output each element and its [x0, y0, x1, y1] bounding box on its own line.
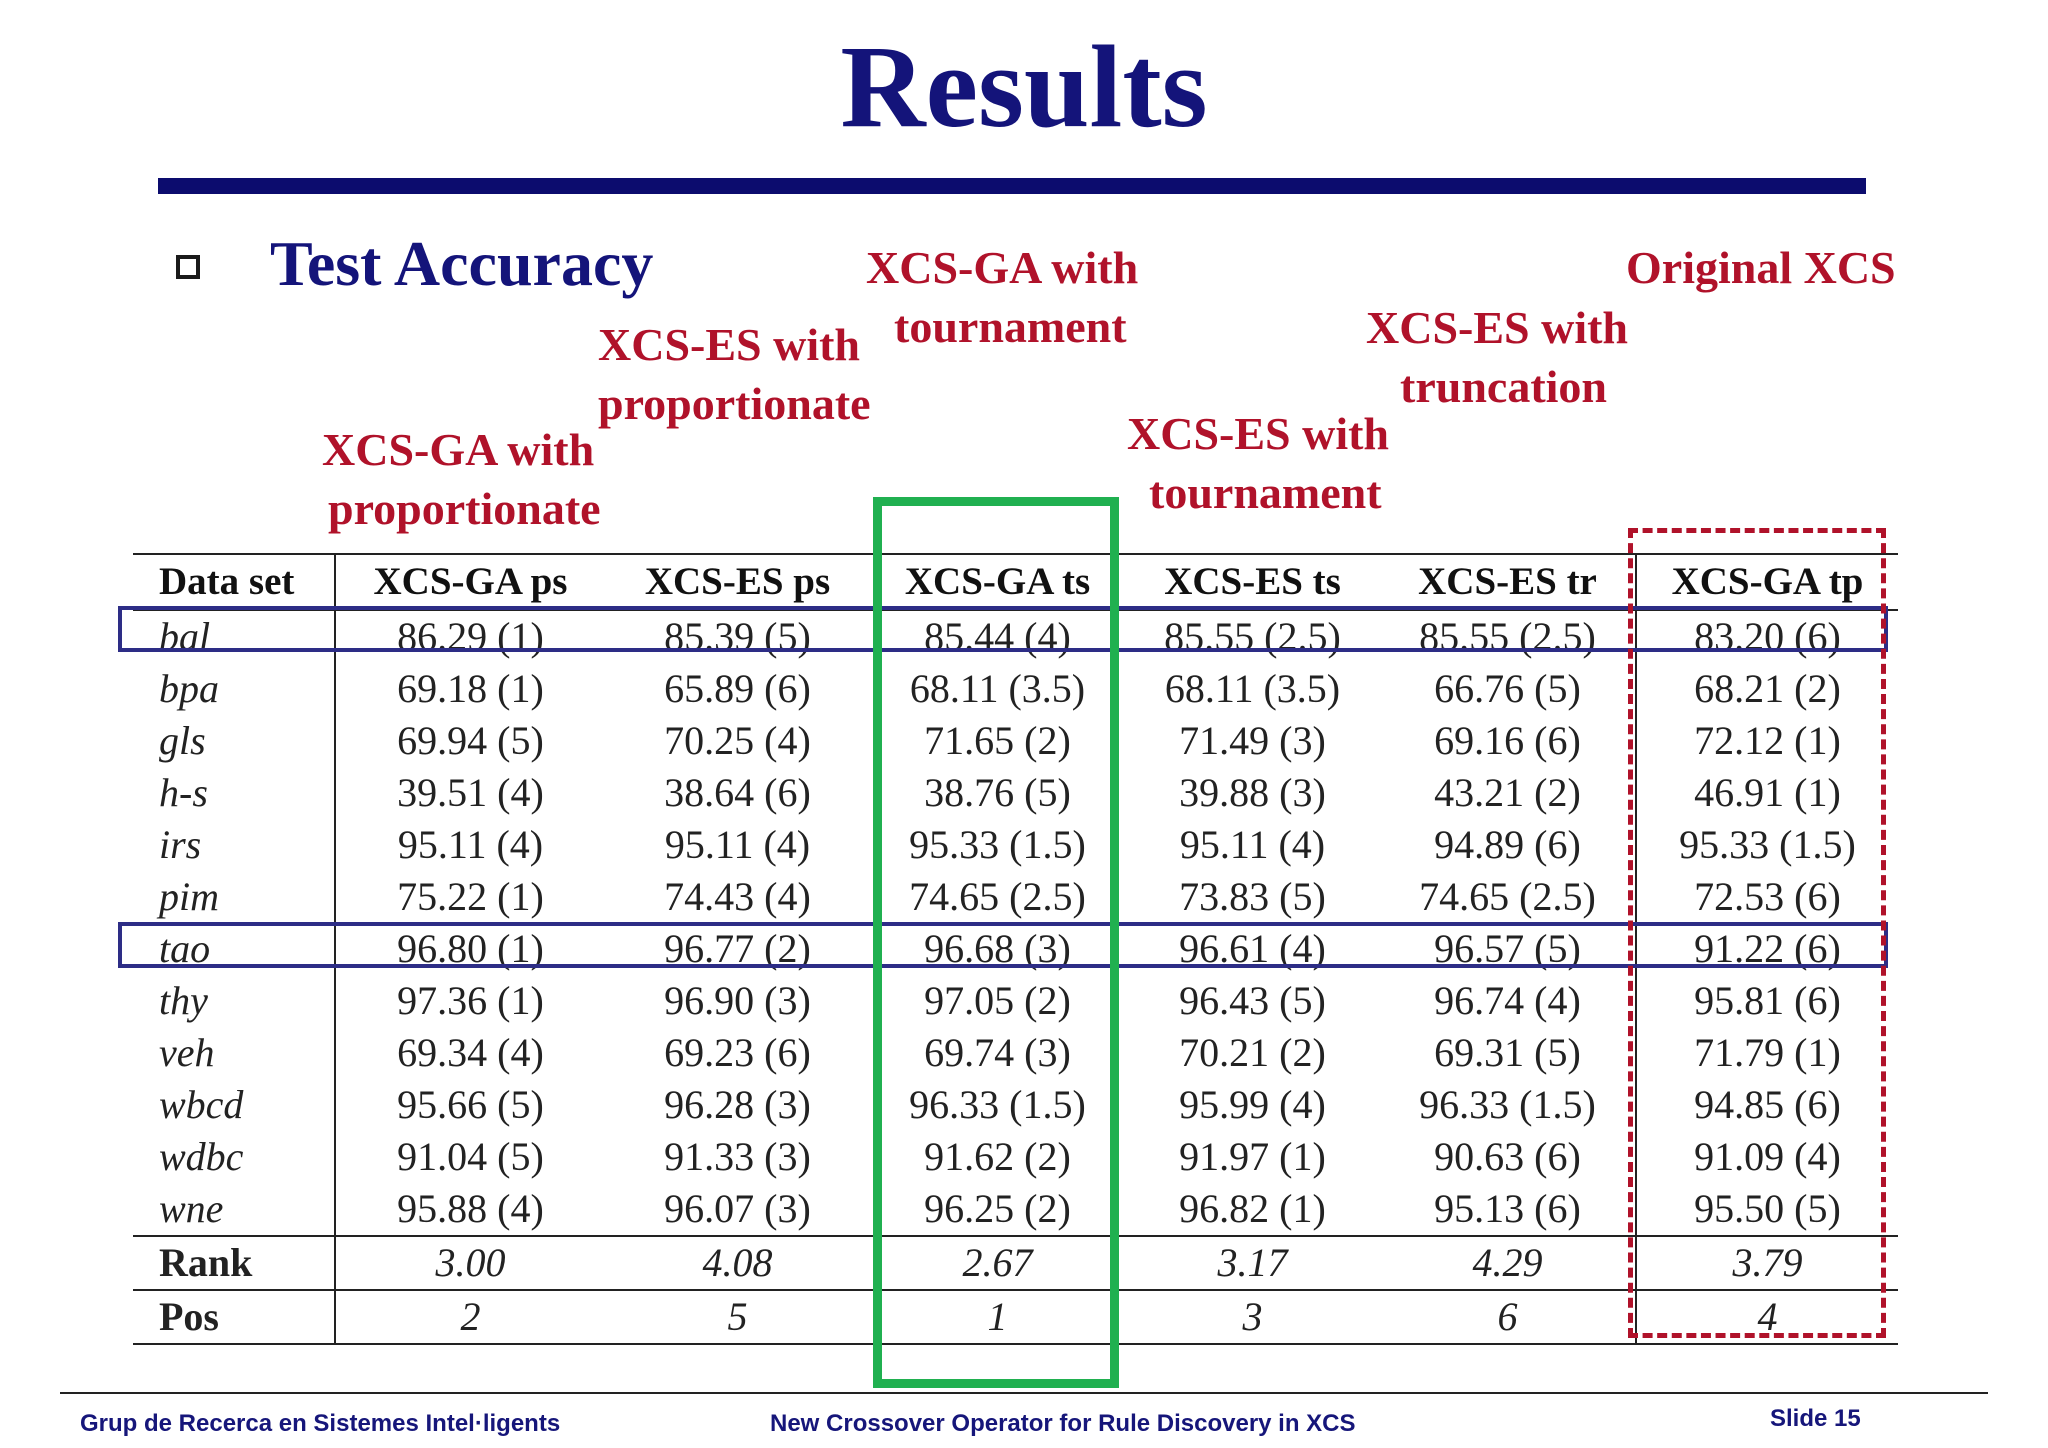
- slide-title: Results: [840, 21, 1208, 152]
- table-cell: 95.33 (1.5): [1636, 819, 1898, 871]
- column-header: XCS-ES ts: [1125, 554, 1380, 610]
- table-cell: 69.74 (3): [924, 1030, 1071, 1075]
- rank-cell: 3.17: [1125, 1236, 1380, 1290]
- table-cell: 69.18 (1): [335, 663, 605, 715]
- table-cell: 95.99 (4): [1179, 1082, 1326, 1127]
- table-cell: 68.21 (2): [1636, 663, 1898, 715]
- table-cell: 94.89 (6): [1434, 822, 1581, 867]
- table-cell: 95.11 (4): [335, 819, 605, 871]
- table-cell: 73.83 (5): [1179, 874, 1326, 919]
- dataset-name: wne: [159, 1186, 224, 1231]
- dataset-name: thy: [159, 978, 208, 1023]
- dataset-name: veh: [159, 1030, 215, 1075]
- table-cell: 86.29 (1): [335, 610, 605, 663]
- pos-cell: 6: [1380, 1290, 1636, 1344]
- table-cell: 74.43 (4): [664, 874, 811, 919]
- table-cell: 43.21 (2): [1434, 770, 1581, 815]
- footer-presentation-title: New Crossover Operator for Rule Discovery in XCS: [770, 1410, 1356, 1437]
- table-cell: 65.89 (6): [664, 666, 811, 711]
- table-cell: 96.68 (3): [924, 926, 1071, 971]
- annotation-xcs-es-proportionate: [598, 315, 871, 433]
- table-cell: 38.64 (6): [664, 770, 811, 815]
- dataset-name: h-s: [159, 770, 208, 815]
- annotation-line: XCS-ES with: [1366, 302, 1629, 353]
- table-cell: 69.94 (5): [335, 715, 605, 767]
- column-header: XCS-ES ps: [605, 554, 870, 610]
- table-cell: 75.22 (1): [335, 871, 605, 923]
- pos-cell: 1: [870, 1290, 1125, 1344]
- annotation-line: XCS-ES with: [598, 319, 861, 370]
- footer-slide-number: Slide 15: [1770, 1405, 1861, 1432]
- table-cell: 95.88 (4): [335, 1183, 605, 1236]
- rank-cell: 4.29: [1380, 1236, 1636, 1290]
- rank-cell: 3.00: [335, 1236, 605, 1290]
- column-header: XCS-GA tp: [1636, 554, 1898, 610]
- annotation-line: proportionate: [328, 483, 601, 534]
- annotation-xcs-es-truncation: [1366, 298, 1628, 416]
- pos-cell: 3: [1125, 1290, 1380, 1344]
- pos-cell: 4: [1636, 1290, 1898, 1344]
- table-cell: 72.12 (1): [1636, 715, 1898, 767]
- table-cell: 96.43 (5): [1179, 978, 1326, 1023]
- table-cell: 96.61 (4): [1179, 926, 1326, 971]
- table-cell: 96.82 (1): [1179, 1186, 1326, 1231]
- pos-cell: 5: [605, 1290, 870, 1344]
- table-cell: 69.16 (6): [1434, 718, 1581, 763]
- table-cell: 71.49 (3): [1179, 718, 1326, 763]
- column-header: XCS-ES tr: [1380, 554, 1636, 610]
- dataset-name: wdbc: [159, 1134, 244, 1179]
- dataset-name: bpa: [159, 666, 219, 711]
- table-cell: 91.62 (2): [924, 1134, 1071, 1179]
- pos-label: Pos: [133, 1290, 335, 1344]
- table-cell: 96.74 (4): [1434, 978, 1581, 1023]
- table-cell: 95.66 (5): [335, 1079, 605, 1131]
- table-cell: 68.11 (3.5): [1164, 666, 1341, 711]
- table-cell: 70.21 (2): [1179, 1030, 1326, 1075]
- title-underline: [158, 178, 1866, 194]
- column-header: XCS-GA ts: [870, 554, 1125, 610]
- table-cell: 96.07 (3): [664, 1186, 811, 1231]
- annotation-line: Original XCS: [1626, 242, 1896, 293]
- table-cell: 71.79 (1): [1636, 1027, 1898, 1079]
- highlight-original-xcs-column: [1628, 528, 1886, 1338]
- table-cell: 91.22 (6): [1636, 923, 1898, 975]
- table-cell: 95.50 (5): [1636, 1183, 1898, 1236]
- table-cell: 96.77 (2): [664, 926, 811, 971]
- table-cell: 85.44 (4): [924, 614, 1071, 659]
- annotation-xcs-es-tournament: [1127, 404, 1389, 522]
- table-cell: 94.85 (6): [1636, 1079, 1898, 1131]
- dataset-name: pim: [159, 874, 219, 919]
- annotation-line: XCS-ES with: [1127, 408, 1390, 459]
- annotation-line: tournament: [894, 301, 1127, 352]
- table-cell: 91.04 (5): [335, 1131, 605, 1183]
- table-cell: 39.88 (3): [1179, 770, 1326, 815]
- table-cell: 96.25 (2): [924, 1186, 1071, 1231]
- table-cell: 69.31 (5): [1434, 1030, 1581, 1075]
- table-cell: 70.25 (4): [664, 718, 811, 763]
- rank-cell: 2.67: [870, 1236, 1125, 1290]
- table-cell: 83.20 (6): [1636, 610, 1898, 663]
- dataset-name: tao: [159, 926, 211, 971]
- dataset-name: gls: [159, 718, 206, 763]
- table-cell: 85.55 (2.5): [1164, 614, 1341, 659]
- annotation-line: XCS-GA with: [322, 424, 595, 475]
- table-cell: 69.23 (6): [664, 1030, 811, 1075]
- table-cell: 85.39 (5): [664, 614, 811, 659]
- rank-label: Rank: [133, 1236, 335, 1290]
- table-cell: 96.80 (1): [335, 923, 605, 975]
- table-cell: 96.90 (3): [664, 978, 811, 1023]
- dataset-name: bal: [159, 614, 211, 659]
- table-cell: 95.11 (4): [1179, 822, 1326, 867]
- highlight-best-column: [873, 497, 1119, 1388]
- table-cell: 71.65 (2): [924, 718, 1071, 763]
- footer-group-name: Grup de Recerca en Sistemes Intel·ligents: [80, 1410, 561, 1437]
- table-cell: 96.33 (1.5): [909, 1082, 1086, 1127]
- table-cell: 69.34 (4): [335, 1027, 605, 1079]
- table-cell: 90.63 (6): [1434, 1134, 1581, 1179]
- rank-cell: 3.79: [1636, 1236, 1898, 1290]
- pos-cell: 2: [335, 1290, 605, 1344]
- table-cell: 68.11 (3.5): [909, 666, 1086, 711]
- table-cell: 96.33 (1.5): [1419, 1082, 1596, 1127]
- annotation-line: proportionate: [598, 378, 871, 429]
- dataset-name: irs: [159, 822, 202, 867]
- table-cell: 97.36 (1): [335, 975, 605, 1027]
- annotation-line: truncation: [1400, 361, 1607, 412]
- table-cell: 74.65 (2.5): [1419, 874, 1596, 919]
- bullet-square-icon: [176, 255, 200, 279]
- table-cell: 39.51 (4): [335, 767, 605, 819]
- table-cell: 85.55 (2.5): [1419, 614, 1596, 659]
- bullet-test-accuracy: Test Accuracy: [270, 228, 654, 299]
- table-cell: 95.33 (1.5): [909, 822, 1086, 867]
- column-header: XCS-GA ps: [335, 554, 605, 610]
- annotation-xcs-ga-tournament: [866, 238, 1138, 356]
- dataset-name: wbcd: [159, 1082, 244, 1127]
- table-cell: 46.91 (1): [1636, 767, 1898, 819]
- footer-divider: [60, 1392, 1988, 1394]
- annotation-line: tournament: [1149, 467, 1382, 518]
- table-cell: 95.81 (6): [1636, 975, 1898, 1027]
- table-cell: 96.57 (5): [1434, 926, 1581, 971]
- table-cell: 97.05 (2): [924, 978, 1071, 1023]
- table-cell: 91.97 (1): [1179, 1134, 1326, 1179]
- table-cell: 96.28 (3): [664, 1082, 811, 1127]
- table-cell: 38.76 (5): [924, 770, 1071, 815]
- table-cell: 72.53 (6): [1636, 871, 1898, 923]
- annotation-xcs-ga-proportionate: [322, 420, 601, 538]
- column-header: Data set: [133, 554, 335, 610]
- table-cell: 66.76 (5): [1434, 666, 1581, 711]
- table-cell: 95.13 (6): [1434, 1186, 1581, 1231]
- annotation-line: XCS-GA with: [866, 242, 1139, 293]
- annotation-original-xcs: [1626, 238, 1896, 297]
- rank-cell: 4.08: [605, 1236, 870, 1290]
- table-cell: 74.65 (2.5): [909, 874, 1086, 919]
- table-cell: 91.33 (3): [664, 1134, 811, 1179]
- table-cell: 91.09 (4): [1636, 1131, 1898, 1183]
- table-cell: 95.11 (4): [664, 822, 811, 867]
